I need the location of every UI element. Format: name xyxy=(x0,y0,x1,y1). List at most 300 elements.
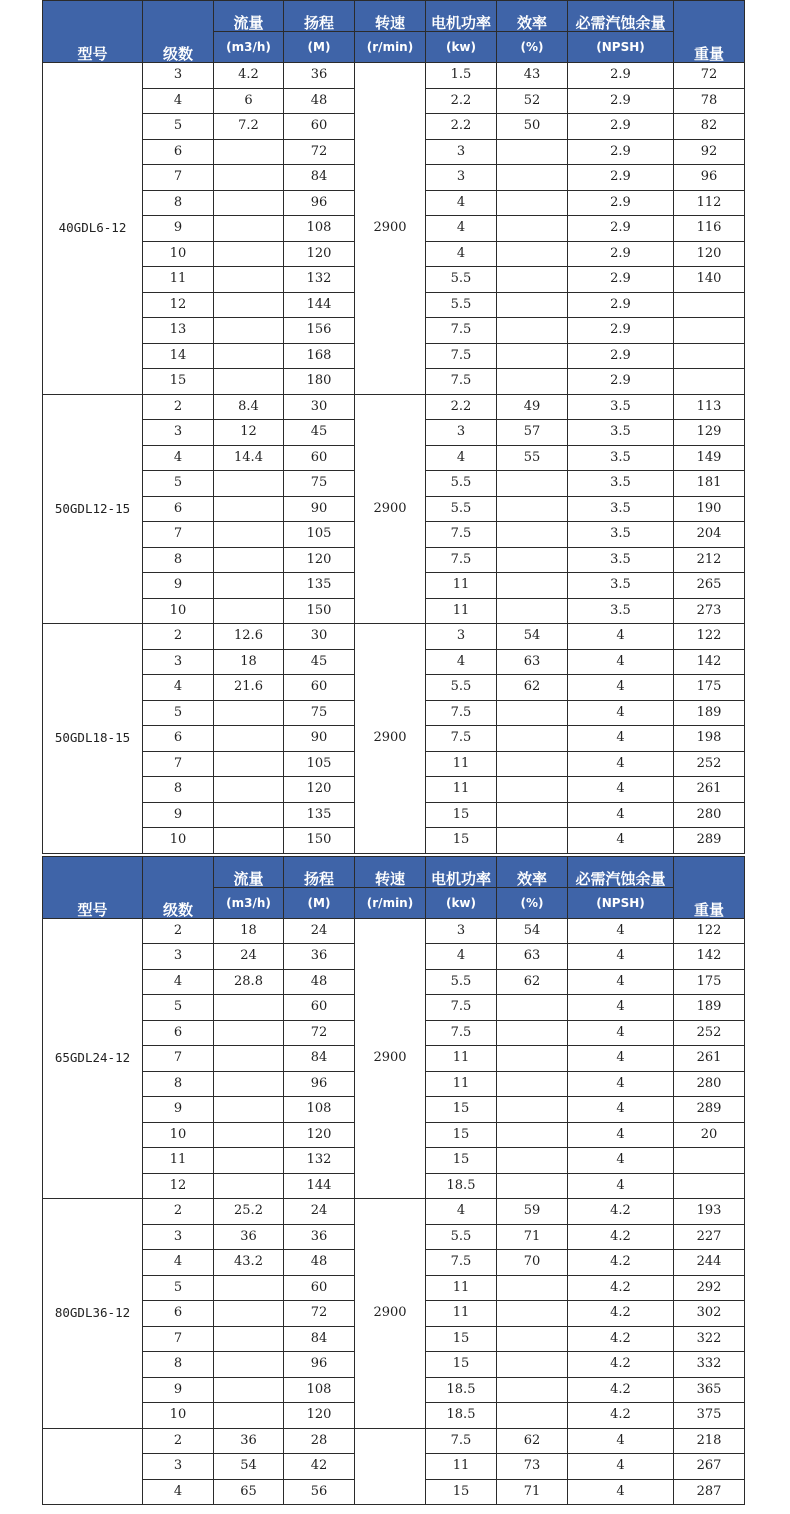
header-power: 电机功率 xyxy=(426,856,497,887)
power-cell: 4 xyxy=(426,649,497,675)
power-cell: 11 xyxy=(426,1454,497,1480)
power-cell: 4 xyxy=(426,216,497,242)
power-cell: 11 xyxy=(426,1046,497,1072)
head-cell: 84 xyxy=(284,165,355,191)
stages-cell: 6 xyxy=(143,1020,214,1046)
head-cell: 72 xyxy=(284,1301,355,1327)
stages-cell: 8 xyxy=(143,1071,214,1097)
efficiency-cell: 70 xyxy=(497,1250,568,1276)
efficiency-cell xyxy=(497,471,568,497)
stages-cell: 7 xyxy=(143,1326,214,1352)
weight-cell: 252 xyxy=(674,751,745,777)
npsh-cell: 3.5 xyxy=(568,598,674,624)
stages-cell: 7 xyxy=(143,165,214,191)
head-cell: 135 xyxy=(284,802,355,828)
power-cell: 2.2 xyxy=(426,394,497,420)
npsh-cell: 3.5 xyxy=(568,573,674,599)
flow-cell: 18 xyxy=(214,649,284,675)
weight-cell xyxy=(674,1148,745,1174)
flow-cell xyxy=(214,547,284,573)
header-npsh-unit: (NPSH) xyxy=(568,32,674,63)
weight-cell xyxy=(674,292,745,318)
npsh-cell: 4 xyxy=(568,1148,674,1174)
efficiency-cell xyxy=(497,1122,568,1148)
efficiency-cell xyxy=(497,292,568,318)
stages-cell: 4 xyxy=(143,675,214,701)
npsh-cell: 4 xyxy=(568,1454,674,1480)
header-efficiency: 效率 xyxy=(497,856,568,887)
table-row xyxy=(43,63,745,89)
power-cell: 18.5 xyxy=(426,1173,497,1199)
head-cell: 135 xyxy=(284,573,355,599)
npsh-cell: 4 xyxy=(568,751,674,777)
header-flow: 流量 xyxy=(214,1,284,32)
efficiency-cell: 71 xyxy=(497,1479,568,1505)
npsh-cell: 3.5 xyxy=(568,471,674,497)
speed-cell: 2900 xyxy=(355,918,426,1199)
stages-cell: 12 xyxy=(143,1173,214,1199)
head-cell: 60 xyxy=(284,445,355,471)
flow-cell xyxy=(214,343,284,369)
npsh-cell: 3.5 xyxy=(568,445,674,471)
efficiency-cell xyxy=(497,216,568,242)
power-cell: 7.5 xyxy=(426,522,497,548)
model-cell: 65GDL24-12 xyxy=(43,918,143,1199)
npsh-cell: 4 xyxy=(568,969,674,995)
header-power-unit: (kw) xyxy=(426,887,497,918)
power-cell: 3 xyxy=(426,624,497,650)
stages-cell: 6 xyxy=(143,726,214,752)
npsh-cell: 4 xyxy=(568,649,674,675)
stages-cell: 8 xyxy=(143,547,214,573)
npsh-cell: 2.9 xyxy=(568,165,674,191)
stages-cell: 15 xyxy=(143,369,214,395)
stages-cell: 9 xyxy=(143,802,214,828)
table-body xyxy=(43,918,745,1505)
head-cell: 48 xyxy=(284,1250,355,1276)
spec-tables xyxy=(42,0,744,1505)
stages-cell: 9 xyxy=(143,216,214,242)
weight-cell: 190 xyxy=(674,496,745,522)
power-cell: 7.5 xyxy=(426,369,497,395)
header-stages: 级数 xyxy=(143,856,214,918)
weight-cell: 82 xyxy=(674,114,745,140)
stages-cell: 7 xyxy=(143,751,214,777)
flow-cell: 8.4 xyxy=(214,394,284,420)
flow-cell xyxy=(214,522,284,548)
header-flow-unit: (m3/h) xyxy=(214,887,284,918)
power-cell: 18.5 xyxy=(426,1403,497,1429)
stages-cell: 4 xyxy=(143,1479,214,1505)
weight-cell: 252 xyxy=(674,1020,745,1046)
efficiency-cell xyxy=(497,165,568,191)
npsh-cell: 2.9 xyxy=(568,114,674,140)
flow-cell xyxy=(214,190,284,216)
efficiency-cell xyxy=(497,598,568,624)
head-cell: 42 xyxy=(284,1454,355,1480)
head-cell: 120 xyxy=(284,241,355,267)
efficiency-cell: 59 xyxy=(497,1199,568,1225)
efficiency-cell: 52 xyxy=(497,88,568,114)
head-cell: 90 xyxy=(284,496,355,522)
header-speed-unit: (r/min) xyxy=(355,32,426,63)
npsh-cell: 4 xyxy=(568,1173,674,1199)
power-cell: 15 xyxy=(426,1326,497,1352)
flow-cell xyxy=(214,598,284,624)
head-cell: 45 xyxy=(284,420,355,446)
efficiency-cell: 50 xyxy=(497,114,568,140)
head-cell: 105 xyxy=(284,751,355,777)
flow-cell xyxy=(214,471,284,497)
npsh-cell: 4.2 xyxy=(568,1326,674,1352)
power-cell: 5.5 xyxy=(426,1224,497,1250)
power-cell: 15 xyxy=(426,1148,497,1174)
flow-cell xyxy=(214,1122,284,1148)
stages-cell: 6 xyxy=(143,1301,214,1327)
stages-cell: 4 xyxy=(143,445,214,471)
table-row xyxy=(43,624,745,650)
head-cell: 60 xyxy=(284,1275,355,1301)
weight-cell: 78 xyxy=(674,88,745,114)
power-cell: 7.5 xyxy=(426,726,497,752)
weight-cell: 140 xyxy=(674,267,745,293)
stages-cell: 13 xyxy=(143,318,214,344)
weight-cell: 244 xyxy=(674,1250,745,1276)
header-power: 电机功率 xyxy=(426,1,497,32)
npsh-cell: 2.9 xyxy=(568,318,674,344)
stages-cell: 5 xyxy=(143,1275,214,1301)
weight-cell: 175 xyxy=(674,969,745,995)
stages-cell: 6 xyxy=(143,139,214,165)
power-cell: 11 xyxy=(426,751,497,777)
header-head: 扬程 xyxy=(284,856,355,887)
flow-cell: 36 xyxy=(214,1428,284,1454)
stages-cell: 10 xyxy=(143,1122,214,1148)
npsh-cell: 4.2 xyxy=(568,1352,674,1378)
header-efficiency-unit: (%) xyxy=(497,887,568,918)
weight-cell: 204 xyxy=(674,522,745,548)
head-cell: 24 xyxy=(284,918,355,944)
weight-cell: 375 xyxy=(674,1403,745,1429)
power-cell: 15 xyxy=(426,1122,497,1148)
model-cell: 50GDL12-15 xyxy=(43,394,143,624)
weight-cell: 149 xyxy=(674,445,745,471)
head-cell: 120 xyxy=(284,1403,355,1429)
efficiency-cell xyxy=(497,802,568,828)
efficiency-cell xyxy=(497,369,568,395)
stages-cell: 3 xyxy=(143,1224,214,1250)
npsh-cell: 4 xyxy=(568,944,674,970)
npsh-cell: 4 xyxy=(568,1020,674,1046)
power-cell: 3 xyxy=(426,165,497,191)
weight-cell: 289 xyxy=(674,828,745,854)
power-cell: 5.5 xyxy=(426,471,497,497)
flow-cell: 65 xyxy=(214,1479,284,1505)
stages-cell: 11 xyxy=(143,267,214,293)
stages-cell: 7 xyxy=(143,1046,214,1072)
power-cell: 15 xyxy=(426,1097,497,1123)
weight-cell: 280 xyxy=(674,802,745,828)
header-efficiency-unit: (%) xyxy=(497,32,568,63)
npsh-cell: 2.9 xyxy=(568,190,674,216)
head-cell: 48 xyxy=(284,88,355,114)
flow-cell: 4.2 xyxy=(214,63,284,89)
power-cell: 11 xyxy=(426,1071,497,1097)
efficiency-cell: 43 xyxy=(497,63,568,89)
flow-cell: 12.6 xyxy=(214,624,284,650)
head-cell: 150 xyxy=(284,828,355,854)
npsh-cell: 4.2 xyxy=(568,1224,674,1250)
efficiency-cell: 63 xyxy=(497,944,568,970)
header-head-unit: (M) xyxy=(284,887,355,918)
npsh-cell: 2.9 xyxy=(568,343,674,369)
npsh-cell: 4 xyxy=(568,918,674,944)
flow-cell: 54 xyxy=(214,1454,284,1480)
header-stages: 级数 xyxy=(143,1,214,63)
power-cell: 7.5 xyxy=(426,700,497,726)
stages-cell: 6 xyxy=(143,496,214,522)
head-cell: 120 xyxy=(284,777,355,803)
npsh-cell: 2.9 xyxy=(568,88,674,114)
header-speed-unit: (r/min) xyxy=(355,887,426,918)
stages-cell: 3 xyxy=(143,649,214,675)
head-cell: 108 xyxy=(284,216,355,242)
header-speed: 转速 xyxy=(355,856,426,887)
flow-cell: 25.2 xyxy=(214,1199,284,1225)
power-cell: 11 xyxy=(426,1275,497,1301)
power-cell: 5.5 xyxy=(426,292,497,318)
flow-cell xyxy=(214,802,284,828)
efficiency-cell xyxy=(497,547,568,573)
head-cell: 108 xyxy=(284,1377,355,1403)
table-row xyxy=(43,394,745,420)
flow-cell: 43.2 xyxy=(214,1250,284,1276)
flow-cell xyxy=(214,700,284,726)
spec-table-2 xyxy=(42,856,745,1506)
npsh-cell: 4 xyxy=(568,777,674,803)
npsh-cell: 4 xyxy=(568,802,674,828)
power-cell: 5.5 xyxy=(426,267,497,293)
npsh-cell: 4.2 xyxy=(568,1250,674,1276)
flow-cell xyxy=(214,1403,284,1429)
stages-cell: 5 xyxy=(143,995,214,1021)
header-weight: 重量 xyxy=(674,856,745,918)
head-cell: 150 xyxy=(284,598,355,624)
stages-cell: 2 xyxy=(143,918,214,944)
weight-cell: 212 xyxy=(674,547,745,573)
stages-cell: 8 xyxy=(143,777,214,803)
efficiency-cell xyxy=(497,241,568,267)
efficiency-cell xyxy=(497,1097,568,1123)
model-cell xyxy=(43,1428,143,1505)
power-cell: 15 xyxy=(426,1479,497,1505)
npsh-cell: 4 xyxy=(568,700,674,726)
power-cell: 7.5 xyxy=(426,995,497,1021)
power-cell: 11 xyxy=(426,1301,497,1327)
weight-cell: 193 xyxy=(674,1199,745,1225)
weight-cell: 332 xyxy=(674,1352,745,1378)
header-npsh: 必需汽蚀余量 xyxy=(568,856,674,887)
npsh-cell: 3.5 xyxy=(568,394,674,420)
efficiency-cell: 62 xyxy=(497,675,568,701)
weight-cell: 198 xyxy=(674,726,745,752)
stages-cell: 2 xyxy=(143,1199,214,1225)
stages-cell: 4 xyxy=(143,88,214,114)
stages-cell: 10 xyxy=(143,241,214,267)
npsh-cell: 4 xyxy=(568,1122,674,1148)
head-cell: 144 xyxy=(284,292,355,318)
head-cell: 156 xyxy=(284,318,355,344)
head-cell: 96 xyxy=(284,1071,355,1097)
head-cell: 108 xyxy=(284,1097,355,1123)
table-body xyxy=(43,63,745,854)
flow-cell: 12 xyxy=(214,420,284,446)
flow-cell: 21.6 xyxy=(214,675,284,701)
power-cell: 11 xyxy=(426,573,497,599)
flow-cell xyxy=(214,1148,284,1174)
efficiency-cell xyxy=(497,777,568,803)
flow-cell: 7.2 xyxy=(214,114,284,140)
weight-cell: 189 xyxy=(674,995,745,1021)
npsh-cell: 2.9 xyxy=(568,241,674,267)
npsh-cell: 4 xyxy=(568,624,674,650)
flow-cell: 6 xyxy=(214,88,284,114)
stages-cell: 7 xyxy=(143,522,214,548)
efficiency-cell: 57 xyxy=(497,420,568,446)
stages-cell: 3 xyxy=(143,63,214,89)
npsh-cell: 3.5 xyxy=(568,522,674,548)
npsh-cell: 4 xyxy=(568,1428,674,1454)
weight-cell: 261 xyxy=(674,777,745,803)
power-cell: 2.2 xyxy=(426,114,497,140)
efficiency-cell: 49 xyxy=(497,394,568,420)
weight-cell: 175 xyxy=(674,675,745,701)
efficiency-cell xyxy=(497,751,568,777)
speed-cell: 2900 xyxy=(355,63,426,395)
npsh-cell: 4 xyxy=(568,675,674,701)
weight-cell: 142 xyxy=(674,944,745,970)
head-cell: 75 xyxy=(284,700,355,726)
flow-cell: 36 xyxy=(214,1224,284,1250)
stages-cell: 9 xyxy=(143,573,214,599)
power-cell: 11 xyxy=(426,598,497,624)
power-cell: 7.5 xyxy=(426,1250,497,1276)
weight-cell: 122 xyxy=(674,624,745,650)
head-cell: 56 xyxy=(284,1479,355,1505)
stages-cell: 4 xyxy=(143,969,214,995)
stages-cell: 10 xyxy=(143,598,214,624)
header-npsh: 必需汽蚀余量 xyxy=(568,1,674,32)
weight-cell: 322 xyxy=(674,1326,745,1352)
head-cell: 90 xyxy=(284,726,355,752)
flow-cell xyxy=(214,777,284,803)
table-row xyxy=(43,1199,745,1225)
efficiency-cell xyxy=(497,522,568,548)
npsh-cell: 4 xyxy=(568,726,674,752)
power-cell: 4 xyxy=(426,445,497,471)
npsh-cell: 2.9 xyxy=(568,369,674,395)
stages-cell: 5 xyxy=(143,114,214,140)
efficiency-cell xyxy=(497,726,568,752)
header-flow-unit: (m3/h) xyxy=(214,32,284,63)
power-cell: 3 xyxy=(426,420,497,446)
speed-cell: 2900 xyxy=(355,624,426,854)
npsh-cell: 4.2 xyxy=(568,1199,674,1225)
header-weight: 重量 xyxy=(674,1,745,63)
efficiency-cell xyxy=(497,1046,568,1072)
npsh-cell: 2.9 xyxy=(568,139,674,165)
head-cell: 132 xyxy=(284,1148,355,1174)
flow-cell xyxy=(214,1020,284,1046)
model-cell: 40GDL6-12 xyxy=(43,63,143,395)
power-cell: 5.5 xyxy=(426,969,497,995)
npsh-cell: 4 xyxy=(568,1479,674,1505)
weight-cell: 112 xyxy=(674,190,745,216)
weight-cell: 20 xyxy=(674,1122,745,1148)
head-cell: 60 xyxy=(284,675,355,701)
weight-cell: 181 xyxy=(674,471,745,497)
weight-cell: 113 xyxy=(674,394,745,420)
stages-cell: 10 xyxy=(143,828,214,854)
table-header xyxy=(43,1,745,63)
weight-cell: 92 xyxy=(674,139,745,165)
head-cell: 60 xyxy=(284,995,355,1021)
weight-cell: 365 xyxy=(674,1377,745,1403)
efficiency-cell xyxy=(497,828,568,854)
efficiency-cell xyxy=(497,573,568,599)
head-cell: 48 xyxy=(284,969,355,995)
head-cell: 75 xyxy=(284,471,355,497)
npsh-cell: 3.5 xyxy=(568,496,674,522)
power-cell: 2.2 xyxy=(426,88,497,114)
table-row xyxy=(43,918,745,944)
head-cell: 24 xyxy=(284,1199,355,1225)
header-model: 型号 xyxy=(43,1,143,63)
header-speed: 转速 xyxy=(355,1,426,32)
efficiency-cell xyxy=(497,343,568,369)
flow-cell: 18 xyxy=(214,918,284,944)
weight-cell: 265 xyxy=(674,573,745,599)
power-cell: 4 xyxy=(426,241,497,267)
weight-cell: 72 xyxy=(674,63,745,89)
flow-cell xyxy=(214,1275,284,1301)
head-cell: 36 xyxy=(284,63,355,89)
power-cell: 3 xyxy=(426,139,497,165)
flow-cell xyxy=(214,726,284,752)
power-cell: 4 xyxy=(426,190,497,216)
flow-cell xyxy=(214,241,284,267)
weight-cell: 261 xyxy=(674,1046,745,1072)
speed-cell: 2900 xyxy=(355,394,426,624)
weight-cell xyxy=(674,1173,745,1199)
stages-cell: 11 xyxy=(143,1148,214,1174)
stages-cell: 5 xyxy=(143,700,214,726)
power-cell: 4 xyxy=(426,944,497,970)
npsh-cell: 2.9 xyxy=(568,63,674,89)
header-head: 扬程 xyxy=(284,1,355,32)
stages-cell: 3 xyxy=(143,944,214,970)
weight-cell: 273 xyxy=(674,598,745,624)
head-cell: 96 xyxy=(284,190,355,216)
weight-cell: 116 xyxy=(674,216,745,242)
head-cell: 120 xyxy=(284,547,355,573)
weight-cell: 129 xyxy=(674,420,745,446)
npsh-cell: 4 xyxy=(568,1097,674,1123)
flow-cell xyxy=(214,292,284,318)
efficiency-cell xyxy=(497,1275,568,1301)
flow-cell xyxy=(214,1352,284,1378)
head-cell: 36 xyxy=(284,944,355,970)
